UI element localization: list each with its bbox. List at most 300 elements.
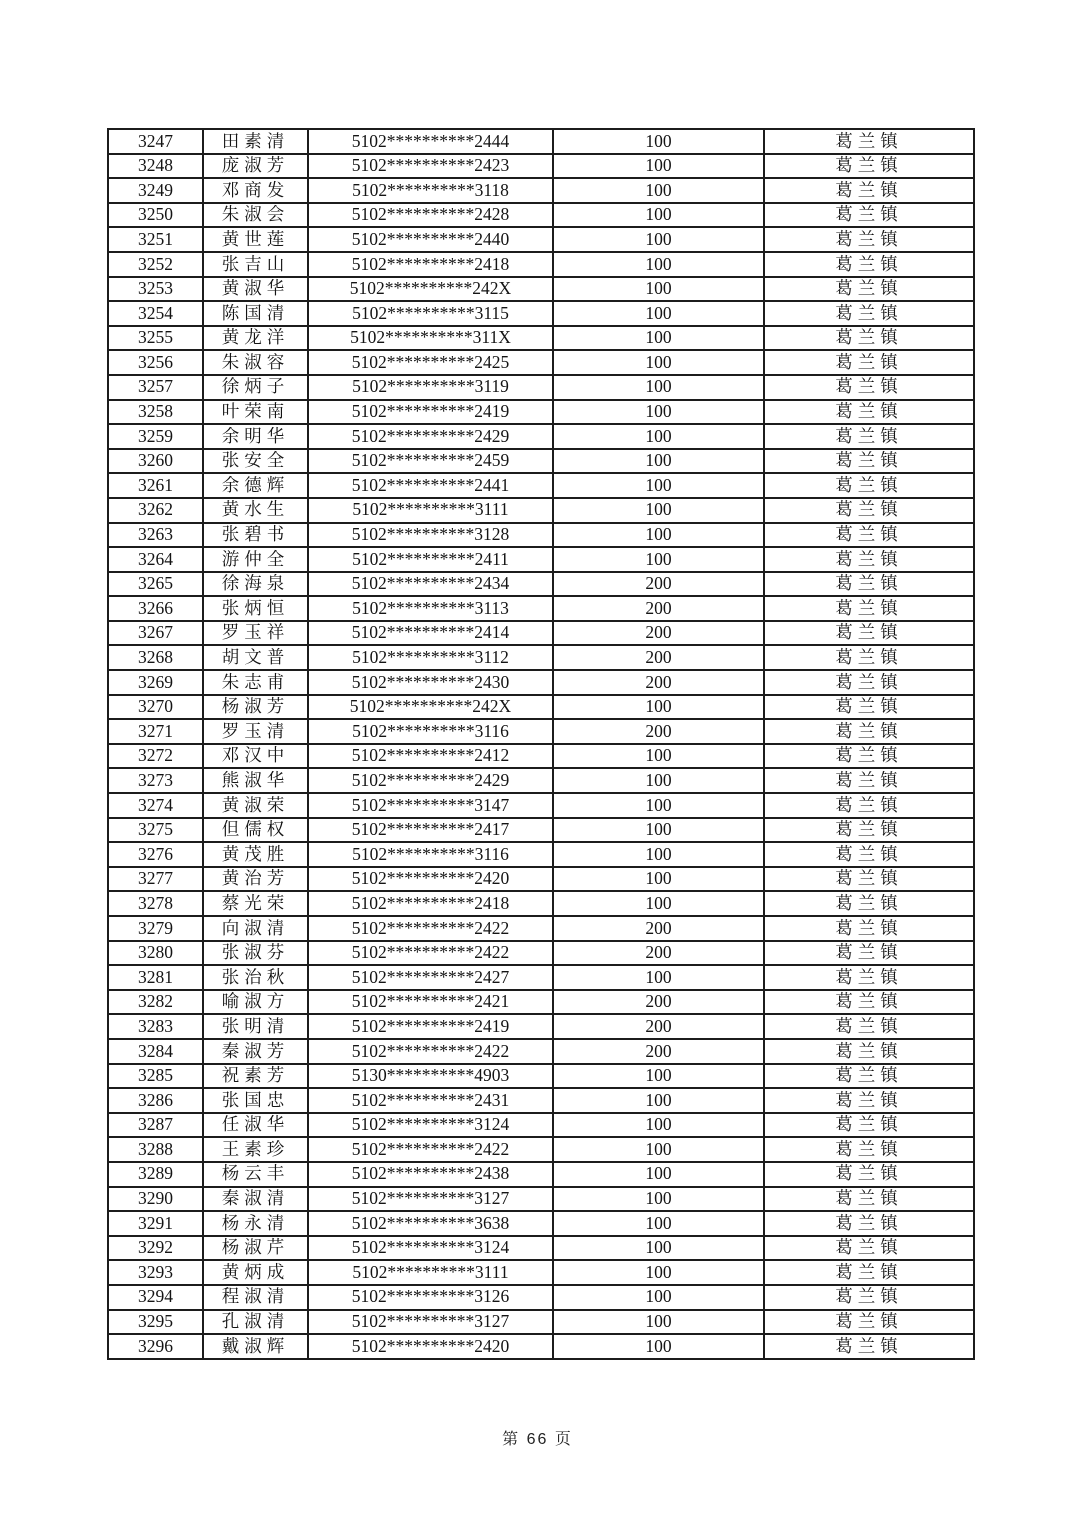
cell-township: 葛兰镇 xyxy=(764,1088,974,1113)
cell-person-name: 徐炳子 xyxy=(203,375,308,400)
cell-township: 葛兰镇 xyxy=(764,941,974,966)
cell-township: 葛兰镇 xyxy=(764,277,974,302)
cell-person-name: 陈国清 xyxy=(203,301,308,326)
cell-id-number: 5102**********2440 xyxy=(308,227,553,252)
cell-id-number: 5102**********2414 xyxy=(308,621,553,646)
cell-serial-number: 3276 xyxy=(108,842,203,867)
cell-id-number: 5102**********2422 xyxy=(308,941,553,966)
cell-person-name: 黄炳成 xyxy=(203,1260,308,1285)
cell-serial-number: 3252 xyxy=(108,252,203,277)
cell-person-name: 张国忠 xyxy=(203,1088,308,1113)
cell-id-number: 5102**********2430 xyxy=(308,670,553,695)
cell-serial-number: 3271 xyxy=(108,719,203,744)
cell-serial-number: 3291 xyxy=(108,1211,203,1236)
table-row xyxy=(108,1039,974,1064)
cell-person-name: 熊淑华 xyxy=(203,768,308,793)
cell-id-number: 5102**********3116 xyxy=(308,842,553,867)
table-row xyxy=(108,400,974,425)
cell-amount: 100 xyxy=(553,1137,764,1162)
cell-serial-number: 3281 xyxy=(108,965,203,990)
cell-id-number: 5102**********2434 xyxy=(308,572,553,597)
cell-id-number: 5102**********3111 xyxy=(308,1260,553,1285)
cell-person-name: 戴淑辉 xyxy=(203,1334,308,1359)
cell-serial-number: 3255 xyxy=(108,326,203,351)
beneficiary-table xyxy=(107,128,975,1360)
cell-amount: 100 xyxy=(553,1088,764,1113)
cell-serial-number: 3251 xyxy=(108,227,203,252)
cell-id-number: 5102**********2427 xyxy=(308,965,553,990)
cell-person-name: 朱淑容 xyxy=(203,350,308,375)
cell-id-number: 5102**********2444 xyxy=(308,129,553,154)
cell-person-name: 黄淑荣 xyxy=(203,793,308,818)
cell-township: 葛兰镇 xyxy=(764,645,974,670)
cell-township: 葛兰镇 xyxy=(764,523,974,548)
cell-township: 葛兰镇 xyxy=(764,670,974,695)
cell-person-name: 杨云丰 xyxy=(203,1162,308,1187)
cell-id-number: 5102**********2418 xyxy=(308,252,553,277)
table-row xyxy=(108,670,974,695)
cell-person-name: 邓汉中 xyxy=(203,744,308,769)
table-row xyxy=(108,1187,974,1212)
cell-id-number: 5102**********3638 xyxy=(308,1211,553,1236)
cell-amount: 100 xyxy=(553,768,764,793)
cell-person-name: 孔淑清 xyxy=(203,1310,308,1335)
cell-amount: 100 xyxy=(553,1211,764,1236)
cell-serial-number: 3279 xyxy=(108,916,203,941)
cell-serial-number: 3264 xyxy=(108,547,203,572)
cell-amount: 100 xyxy=(553,400,764,425)
cell-serial-number: 3263 xyxy=(108,523,203,548)
cell-amount: 100 xyxy=(553,129,764,154)
cell-amount: 100 xyxy=(553,154,764,179)
cell-serial-number: 3268 xyxy=(108,645,203,670)
cell-person-name: 张治秋 xyxy=(203,965,308,990)
cell-amount: 200 xyxy=(553,916,764,941)
cell-amount: 200 xyxy=(553,572,764,597)
cell-id-number: 5102**********2412 xyxy=(308,744,553,769)
cell-township: 葛兰镇 xyxy=(764,1162,974,1187)
cell-serial-number: 3296 xyxy=(108,1334,203,1359)
cell-township: 葛兰镇 xyxy=(764,203,974,228)
table-row xyxy=(108,572,974,597)
cell-id-number: 5102**********3116 xyxy=(308,719,553,744)
cell-township: 葛兰镇 xyxy=(764,1137,974,1162)
table-row xyxy=(108,744,974,769)
cell-township: 葛兰镇 xyxy=(764,375,974,400)
cell-township: 葛兰镇 xyxy=(764,1014,974,1039)
table-row xyxy=(108,1310,974,1335)
cell-serial-number: 3292 xyxy=(108,1236,203,1261)
cell-id-number: 5102**********2422 xyxy=(308,1137,553,1162)
cell-serial-number: 3289 xyxy=(108,1162,203,1187)
cell-serial-number: 3280 xyxy=(108,941,203,966)
cell-id-number: 5102**********2429 xyxy=(308,768,553,793)
cell-serial-number: 3274 xyxy=(108,793,203,818)
cell-serial-number: 3250 xyxy=(108,203,203,228)
cell-township: 葛兰镇 xyxy=(764,424,974,449)
cell-township: 葛兰镇 xyxy=(764,596,974,621)
page-footer: 第 66 页 xyxy=(502,1431,573,1448)
cell-township: 葛兰镇 xyxy=(764,473,974,498)
cell-township: 葛兰镇 xyxy=(764,1334,974,1359)
cell-township: 葛兰镇 xyxy=(764,719,974,744)
cell-amount: 100 xyxy=(553,1162,764,1187)
cell-serial-number: 3283 xyxy=(108,1014,203,1039)
cell-township: 葛兰镇 xyxy=(764,695,974,720)
cell-serial-number: 3248 xyxy=(108,154,203,179)
cell-amount: 100 xyxy=(553,842,764,867)
cell-serial-number: 3254 xyxy=(108,301,203,326)
cell-amount: 100 xyxy=(553,867,764,892)
table-row xyxy=(108,818,974,843)
cell-amount: 100 xyxy=(553,523,764,548)
cell-id-number: 5102**********2431 xyxy=(308,1088,553,1113)
cell-person-name: 张吉山 xyxy=(203,252,308,277)
cell-amount: 100 xyxy=(553,744,764,769)
cell-amount: 200 xyxy=(553,645,764,670)
cell-person-name: 罗玉清 xyxy=(203,719,308,744)
cell-township: 葛兰镇 xyxy=(764,793,974,818)
cell-serial-number: 3295 xyxy=(108,1310,203,1335)
cell-township: 葛兰镇 xyxy=(764,498,974,523)
cell-serial-number: 3249 xyxy=(108,178,203,203)
cell-id-number: 5102**********2441 xyxy=(308,473,553,498)
cell-township: 葛兰镇 xyxy=(764,916,974,941)
cell-id-number: 5102**********242X xyxy=(308,277,553,302)
cell-amount: 100 xyxy=(553,498,764,523)
cell-township: 葛兰镇 xyxy=(764,842,974,867)
cell-township: 葛兰镇 xyxy=(764,621,974,646)
table-row xyxy=(108,178,974,203)
cell-amount: 100 xyxy=(553,178,764,203)
cell-id-number: 5102**********3124 xyxy=(308,1113,553,1138)
cell-serial-number: 3259 xyxy=(108,424,203,449)
cell-township: 葛兰镇 xyxy=(764,572,974,597)
cell-township: 葛兰镇 xyxy=(764,547,974,572)
table-row xyxy=(108,1236,974,1261)
cell-township: 葛兰镇 xyxy=(764,154,974,179)
cell-person-name: 杨淑芹 xyxy=(203,1236,308,1261)
cell-id-number: 5102**********2419 xyxy=(308,1014,553,1039)
cell-id-number: 5102**********3118 xyxy=(308,178,553,203)
cell-amount: 100 xyxy=(553,203,764,228)
cell-person-name: 张明清 xyxy=(203,1014,308,1039)
cell-serial-number: 3277 xyxy=(108,867,203,892)
cell-person-name: 黄茂胜 xyxy=(203,842,308,867)
cell-amount: 100 xyxy=(553,1310,764,1335)
cell-amount: 100 xyxy=(553,326,764,351)
cell-amount: 100 xyxy=(553,793,764,818)
cell-serial-number: 3265 xyxy=(108,572,203,597)
cell-amount: 100 xyxy=(553,1285,764,1310)
table-body xyxy=(108,129,974,1359)
cell-amount: 100 xyxy=(553,424,764,449)
table-row xyxy=(108,473,974,498)
table-row xyxy=(108,719,974,744)
cell-serial-number: 3275 xyxy=(108,818,203,843)
table-row xyxy=(108,1211,974,1236)
cell-serial-number: 3273 xyxy=(108,768,203,793)
cell-township: 葛兰镇 xyxy=(764,867,974,892)
cell-serial-number: 3278 xyxy=(108,891,203,916)
cell-person-name: 余德辉 xyxy=(203,473,308,498)
cell-township: 葛兰镇 xyxy=(764,1211,974,1236)
cell-amount: 100 xyxy=(553,695,764,720)
cell-id-number: 5102**********3127 xyxy=(308,1187,553,1212)
cell-person-name: 田素清 xyxy=(203,129,308,154)
cell-serial-number: 3286 xyxy=(108,1088,203,1113)
table-row xyxy=(108,867,974,892)
cell-id-number: 5102**********2411 xyxy=(308,547,553,572)
cell-amount: 100 xyxy=(553,473,764,498)
table-row xyxy=(108,203,974,228)
cell-township: 葛兰镇 xyxy=(764,965,974,990)
cell-id-number: 5102**********311X xyxy=(308,326,553,351)
cell-amount: 100 xyxy=(553,1236,764,1261)
cell-person-name: 叶荣南 xyxy=(203,400,308,425)
cell-serial-number: 3287 xyxy=(108,1113,203,1138)
cell-serial-number: 3261 xyxy=(108,473,203,498)
cell-serial-number: 3266 xyxy=(108,596,203,621)
cell-township: 葛兰镇 xyxy=(764,326,974,351)
cell-serial-number: 3288 xyxy=(108,1137,203,1162)
cell-person-name: 张安全 xyxy=(203,449,308,474)
table-row xyxy=(108,424,974,449)
cell-township: 葛兰镇 xyxy=(764,990,974,1015)
cell-amount: 100 xyxy=(553,1187,764,1212)
cell-person-name: 黄世莲 xyxy=(203,227,308,252)
table-row xyxy=(108,891,974,916)
cell-serial-number: 3253 xyxy=(108,277,203,302)
cell-person-name: 张炳恒 xyxy=(203,596,308,621)
cell-amount: 100 xyxy=(553,252,764,277)
cell-serial-number: 3284 xyxy=(108,1039,203,1064)
cell-id-number: 5102**********3126 xyxy=(308,1285,553,1310)
cell-amount: 100 xyxy=(553,891,764,916)
table-row xyxy=(108,695,974,720)
cell-id-number: 5102**********2423 xyxy=(308,154,553,179)
cell-serial-number: 3260 xyxy=(108,449,203,474)
cell-serial-number: 3272 xyxy=(108,744,203,769)
table-row xyxy=(108,768,974,793)
cell-amount: 100 xyxy=(553,449,764,474)
cell-township: 葛兰镇 xyxy=(764,178,974,203)
cell-id-number: 5102**********2421 xyxy=(308,990,553,1015)
table-row xyxy=(108,350,974,375)
cell-person-name: 张淑芬 xyxy=(203,941,308,966)
cell-id-number: 5102**********2422 xyxy=(308,1039,553,1064)
table-row xyxy=(108,1285,974,1310)
cell-person-name: 胡文普 xyxy=(203,645,308,670)
cell-serial-number: 3270 xyxy=(108,695,203,720)
cell-person-name: 王素珍 xyxy=(203,1137,308,1162)
cell-township: 葛兰镇 xyxy=(764,1310,974,1335)
cell-person-name: 向淑清 xyxy=(203,916,308,941)
cell-township: 葛兰镇 xyxy=(764,1064,974,1089)
cell-township: 葛兰镇 xyxy=(764,301,974,326)
cell-id-number: 5102**********2459 xyxy=(308,449,553,474)
table-row xyxy=(108,277,974,302)
cell-serial-number: 3258 xyxy=(108,400,203,425)
cell-amount: 100 xyxy=(553,301,764,326)
cell-person-name: 黄治芳 xyxy=(203,867,308,892)
cell-person-name: 喻淑方 xyxy=(203,990,308,1015)
cell-id-number: 5102**********2425 xyxy=(308,350,553,375)
cell-township: 葛兰镇 xyxy=(764,1260,974,1285)
cell-amount: 200 xyxy=(553,1014,764,1039)
table-row xyxy=(108,1014,974,1039)
table-row xyxy=(108,1137,974,1162)
cell-amount: 100 xyxy=(553,227,764,252)
table-row xyxy=(108,1064,974,1089)
cell-township: 葛兰镇 xyxy=(764,129,974,154)
table-row xyxy=(108,227,974,252)
table-row xyxy=(108,547,974,572)
table-row xyxy=(108,645,974,670)
cell-person-name: 程淑清 xyxy=(203,1285,308,1310)
cell-amount: 200 xyxy=(553,621,764,646)
table-row xyxy=(108,449,974,474)
table-row xyxy=(108,154,974,179)
cell-id-number: 5102**********3115 xyxy=(308,301,553,326)
table-row xyxy=(108,498,974,523)
table-row xyxy=(108,523,974,548)
table-row xyxy=(108,965,974,990)
cell-person-name: 杨永清 xyxy=(203,1211,308,1236)
table-row xyxy=(108,1334,974,1359)
cell-person-name: 蔡光荣 xyxy=(203,891,308,916)
table-row xyxy=(108,842,974,867)
cell-township: 葛兰镇 xyxy=(764,1187,974,1212)
cell-id-number: 5102**********2429 xyxy=(308,424,553,449)
cell-person-name: 徐海泉 xyxy=(203,572,308,597)
cell-township: 葛兰镇 xyxy=(764,1285,974,1310)
table-row xyxy=(108,301,974,326)
cell-township: 葛兰镇 xyxy=(764,1236,974,1261)
cell-person-name: 朱志甫 xyxy=(203,670,308,695)
cell-amount: 200 xyxy=(553,719,764,744)
cell-township: 葛兰镇 xyxy=(764,350,974,375)
cell-township: 葛兰镇 xyxy=(764,252,974,277)
table-row xyxy=(108,129,974,154)
cell-township: 葛兰镇 xyxy=(764,400,974,425)
cell-amount: 200 xyxy=(553,941,764,966)
cell-id-number: 5102**********3128 xyxy=(308,523,553,548)
cell-amount: 100 xyxy=(553,350,764,375)
cell-id-number: 5102**********2428 xyxy=(308,203,553,228)
cell-id-number: 5102**********2438 xyxy=(308,1162,553,1187)
cell-serial-number: 3256 xyxy=(108,350,203,375)
cell-person-name: 朱淑会 xyxy=(203,203,308,228)
cell-township: 葛兰镇 xyxy=(764,1039,974,1064)
cell-township: 葛兰镇 xyxy=(764,1113,974,1138)
table-row xyxy=(108,941,974,966)
cell-amount: 200 xyxy=(553,1039,764,1064)
cell-person-name: 黄龙洋 xyxy=(203,326,308,351)
cell-serial-number: 3257 xyxy=(108,375,203,400)
cell-person-name: 罗玉祥 xyxy=(203,621,308,646)
cell-amount: 100 xyxy=(553,1260,764,1285)
table-row xyxy=(108,990,974,1015)
table-row xyxy=(108,1113,974,1138)
cell-amount: 100 xyxy=(553,1334,764,1359)
cell-id-number: 5102**********2420 xyxy=(308,1334,553,1359)
cell-amount: 100 xyxy=(553,547,764,572)
cell-serial-number: 3267 xyxy=(108,621,203,646)
table-row xyxy=(108,1088,974,1113)
cell-township: 葛兰镇 xyxy=(764,227,974,252)
cell-id-number: 5102**********2417 xyxy=(308,818,553,843)
table-row xyxy=(108,621,974,646)
table-row xyxy=(108,1260,974,1285)
cell-person-name: 秦淑清 xyxy=(203,1187,308,1212)
cell-person-name: 游仲全 xyxy=(203,547,308,572)
cell-township: 葛兰镇 xyxy=(764,449,974,474)
cell-serial-number: 3285 xyxy=(108,1064,203,1089)
cell-person-name: 秦淑芳 xyxy=(203,1039,308,1064)
cell-amount: 200 xyxy=(553,990,764,1015)
table-row xyxy=(108,916,974,941)
table-row xyxy=(108,375,974,400)
cell-amount: 200 xyxy=(553,670,764,695)
cell-person-name: 邓商发 xyxy=(203,178,308,203)
cell-amount: 100 xyxy=(553,1113,764,1138)
cell-id-number: 5102**********2419 xyxy=(308,400,553,425)
cell-serial-number: 3247 xyxy=(108,129,203,154)
cell-amount: 100 xyxy=(553,375,764,400)
cell-person-name: 但儒权 xyxy=(203,818,308,843)
cell-serial-number: 3269 xyxy=(108,670,203,695)
table-row xyxy=(108,326,974,351)
table-row xyxy=(108,252,974,277)
cell-serial-number: 3262 xyxy=(108,498,203,523)
cell-id-number: 5102**********3124 xyxy=(308,1236,553,1261)
cell-person-name: 庞淑芳 xyxy=(203,154,308,179)
cell-id-number: 5102**********2420 xyxy=(308,867,553,892)
table-row xyxy=(108,793,974,818)
cell-serial-number: 3293 xyxy=(108,1260,203,1285)
cell-person-name: 黄水生 xyxy=(203,498,308,523)
cell-amount: 100 xyxy=(553,277,764,302)
cell-township: 葛兰镇 xyxy=(764,744,974,769)
cell-id-number: 5102**********2422 xyxy=(308,916,553,941)
cell-amount: 100 xyxy=(553,965,764,990)
table-row xyxy=(108,1162,974,1187)
cell-serial-number: 3282 xyxy=(108,990,203,1015)
cell-serial-number: 3294 xyxy=(108,1285,203,1310)
cell-id-number: 5102**********3113 xyxy=(308,596,553,621)
cell-person-name: 祝素芳 xyxy=(203,1064,308,1089)
cell-township: 葛兰镇 xyxy=(764,818,974,843)
cell-person-name: 余明华 xyxy=(203,424,308,449)
cell-person-name: 黄淑华 xyxy=(203,277,308,302)
cell-id-number: 5102**********2418 xyxy=(308,891,553,916)
cell-township: 葛兰镇 xyxy=(764,891,974,916)
table-row xyxy=(108,596,974,621)
cell-person-name: 张碧书 xyxy=(203,523,308,548)
cell-id-number: 5102**********3147 xyxy=(308,793,553,818)
cell-id-number: 5130**********4903 xyxy=(308,1064,553,1089)
cell-person-name: 任淑华 xyxy=(203,1113,308,1138)
cell-id-number: 5102**********3111 xyxy=(308,498,553,523)
cell-amount: 200 xyxy=(553,596,764,621)
cell-id-number: 5102**********3127 xyxy=(308,1310,553,1335)
cell-township: 葛兰镇 xyxy=(764,768,974,793)
cell-amount: 100 xyxy=(553,1064,764,1089)
cell-id-number: 5102**********3119 xyxy=(308,375,553,400)
cell-id-number: 5102**********3112 xyxy=(308,645,553,670)
cell-id-number: 5102**********242X xyxy=(308,695,553,720)
